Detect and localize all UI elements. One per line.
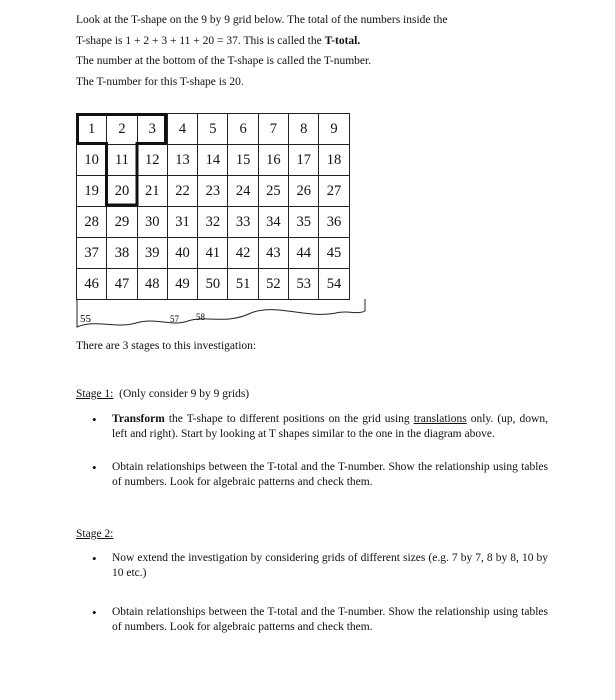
stage1-heading-suffix: (Only consider 9 by 9 grids): [113, 388, 250, 400]
stage1-bullet-1-text-b: only. (up, down, left and right). Start by looking at T shapes similar to the one in the diagram above.: [112, 413, 548, 440]
stages-intro: There are 3 stages to this investigation:: [76, 340, 257, 352]
torn-fragment-58: 58: [196, 312, 205, 322]
grid-cell: 45: [319, 238, 349, 269]
grid-cell: 27: [319, 176, 349, 207]
grid-cell: 7: [258, 114, 288, 145]
grid-cell: 34: [258, 207, 288, 238]
stage1-heading: Stage 1:: [76, 388, 114, 400]
intro-text: [76, 10, 576, 92]
grid-cell: 24: [228, 176, 258, 207]
grid-cell: 33: [228, 207, 258, 238]
t-total-term: T-total.: [324, 34, 361, 47]
grid-cell: 41: [198, 238, 228, 269]
grid-cell: 40: [167, 238, 197, 269]
grid-cell: 37: [77, 238, 107, 269]
grid-cell: 6: [228, 114, 258, 145]
grid-cell: 25: [258, 176, 288, 207]
stage1-bullet-1-text-a: the T-shape to different positions on the grid using: [164, 413, 414, 425]
intro-line-4: The T-number for this T-shape is 20.: [76, 75, 244, 88]
grid-cell: 16: [258, 145, 288, 176]
grid-cell: 13: [167, 145, 197, 176]
stage1-bullet-2: [92, 460, 548, 490]
bullet-dot: •: [92, 551, 97, 566]
bullet-dot: •: [92, 412, 97, 427]
grid-cell: 21: [137, 176, 167, 207]
grid-cell: 9: [319, 114, 349, 145]
grid-cell: 31: [167, 207, 197, 238]
grid-cell: 28: [77, 207, 107, 238]
grid-cell: 52: [258, 269, 288, 300]
grid-table: [76, 113, 350, 300]
grid-cell: 12: [137, 145, 167, 176]
intro-line-3: The number at the bottom of the T-shape is called the T-number.: [76, 55, 372, 67]
stage1-heading-line: [76, 388, 249, 400]
intro-line-2: [76, 31, 576, 52]
grid-row: [77, 238, 350, 269]
grid-cell: 44: [289, 238, 319, 269]
number-grid: [76, 113, 366, 331]
bullet-dot: •: [92, 460, 97, 475]
stage2-bullets: [92, 551, 548, 635]
grid-cell: 47: [107, 269, 137, 300]
grid-cell: 48: [137, 269, 167, 300]
grid-cell: 2: [107, 114, 137, 145]
stage1-bullets: [92, 412, 548, 490]
stage2-bullet-1: [92, 551, 548, 581]
stage2-heading: Stage 2:: [76, 528, 114, 540]
grid-cell: 3: [137, 114, 167, 145]
grid-cell: 10: [77, 145, 107, 176]
grid-cell: 30: [137, 207, 167, 238]
grid-cell: 54: [319, 269, 349, 300]
grid-cell: 20: [107, 176, 137, 207]
grid-cell: 14: [198, 145, 228, 176]
grid-cell: 18: [319, 145, 349, 176]
grid-cell: 35: [289, 207, 319, 238]
grid-cell: 49: [167, 269, 197, 300]
grid-row: [77, 207, 350, 238]
translations-link: translations: [413, 413, 467, 425]
stage1-bullet-2-text: Obtain relationships between the T-total and the T-number. Show the relationship using tables of numbers. Look for algebraic patterns and check them.: [112, 461, 548, 488]
grid-cell: 32: [198, 207, 228, 238]
grid-cell: 15: [228, 145, 258, 176]
grid-cell: 39: [137, 238, 167, 269]
grid-cell: 26: [289, 176, 319, 207]
grid-cell: 46: [77, 269, 107, 300]
grid-cell: 38: [107, 238, 137, 269]
grid-row: [77, 269, 350, 300]
grid-row: [77, 176, 350, 207]
grid-cell: 19: [77, 176, 107, 207]
grid-cell: 50: [198, 269, 228, 300]
grid-cell: 4: [167, 114, 197, 145]
stage1-bullet-1: [92, 412, 548, 442]
grid-row: [77, 114, 350, 145]
intro-line-2-text: T-shape is 1 + 2 + 3 + 11 + 20 = 37. This is called the: [76, 34, 325, 47]
torn-grid-edge: [76, 299, 366, 331]
grid-cell: 8: [289, 114, 319, 145]
grid-cell: 29: [107, 207, 137, 238]
bullet-dot: •: [92, 605, 97, 620]
grid-cell: 53: [289, 269, 319, 300]
stage2-bullet-2-text: Obtain relationships between the T-total and the T-number. Show the relationship using tables of numbers. Look for algebraic patterns and check them.: [112, 606, 548, 633]
transform-term: Transform: [112, 413, 165, 425]
stage2-bullet-1-text: Now extend the investigation by considering grids of different sizes (e.g. 7 by 7, 8 by 8, 10 by 10 etc.): [112, 552, 548, 579]
grid-cell: 23: [198, 176, 228, 207]
grid-cell: 22: [167, 176, 197, 207]
stage2-bullet-2: [92, 605, 548, 635]
torn-fragment-57: 57: [170, 314, 179, 324]
torn-fragment-55: 55: [80, 313, 91, 325]
grid-cell: 43: [258, 238, 288, 269]
grid-cell: 51: [228, 269, 258, 300]
intro-line-1: Look at the T-shape on the 9 by 9 grid below. The total of the numbers inside the: [76, 14, 448, 26]
grid-cell: 42: [228, 238, 258, 269]
grid-cell: 1: [77, 114, 107, 145]
grid-cell: 5: [198, 114, 228, 145]
grid-row: [77, 145, 350, 176]
grid-cell: 36: [319, 207, 349, 238]
grid-cell: 17: [289, 145, 319, 176]
grid-cell: 11: [107, 145, 137, 176]
